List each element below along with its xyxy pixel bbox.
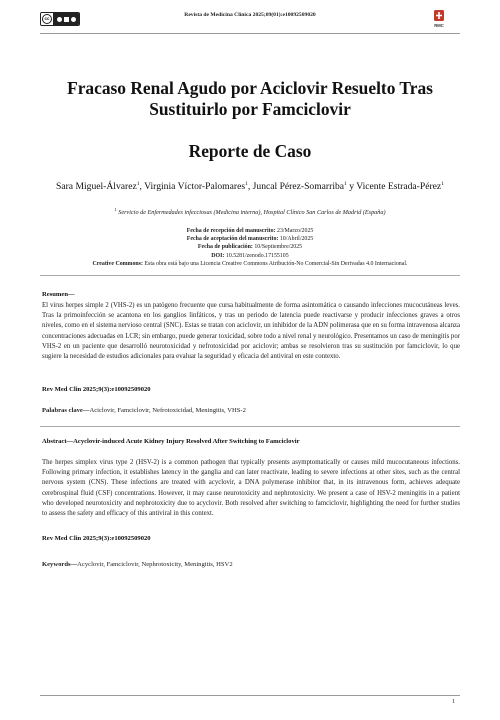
published-date: Fecha de publicación: 10/Septiembre/2025: [197, 244, 303, 251]
paper-type: Reporte de Caso: [188, 141, 312, 161]
affiliation: $^1$ Servicio de Enfermedades infecciosas (Medicina interna), Hospital Clínico San Carlos de Madrid (España): [114, 207, 386, 217]
footer-rule: [40, 695, 460, 696]
author: Juncal Pérez-Somarriba$^1$ y: [252, 181, 357, 193]
author-list: [20, 181, 480, 192]
divider: [40, 426, 460, 427]
palabras-clave: Palabras clave—Aciclovir, Famciclovir, Nefrotoxicidad, Meningitis, VHS-2: [42, 407, 246, 414]
author: Sara Miguel-Álvarez$^1$,: [56, 181, 145, 193]
resumen-heading: Resumen—: [42, 291, 75, 298]
accepted-date: Fecha de aceptación del manuscrito: 10/Abril/2025: [186, 236, 314, 243]
keywords: Keywords—Acyclovir, Famciclovir, Nephrotoxicity, Meningitis, HSV2: [42, 561, 233, 568]
author: Virginia Víctor-Palomares$^1$,: [144, 181, 253, 193]
abstract-citation: Rev Med Clin 2025;9(3):e10092509020: [42, 535, 151, 542]
creative-commons-note: Creative Commons: Esta obra está bajo una Licencia Creative Commons Atribución-No Comercial-Sin Derivadas 4.0 Internacional.: [92, 260, 408, 267]
journal-logo: [424, 8, 454, 30]
resumen-text: El virus herpes simple 2 (VHS-2) es un patógeno frecuente que cursa habitualmente de forma asintomática o causando infecciones mucocutáneas leves. Tras la primoinfección se acantona en los ganglios linfáticos, y tras un periodo de latencia puede reactivarse y producir infecciones graves a otros niveles, como en el sistema nervioso central (SNC). Estas se tratan con aciclovir, un inhibidor de la ADN polimerasa que en su forma intravenosa alcanza concentraciones adecuadas en LCR; sin embargo, puede generar toxicidad, sobre todo a nivel renal y neurológico. Presentamos un caso de meningitis por VHS-2 en un paciente que desarrolló neurotoxicidad y nefrotoxicidad por aciclovir; ambas se resolvieron tras su sustitución por famciclovir, lo que sugiere la necesidad de estudios adicionales para evaluar la seguridad y eficacia del antiviral en este contexto.: [42, 302, 460, 361]
received-date: Fecha de recepción del manuscrito: 23/Marzo/2025: [186, 228, 314, 234]
journal-header: Revista de Medicina Clínica 2025;09(01):e10092509020: [184, 12, 316, 18]
divider: [40, 275, 460, 276]
abstract-heading: Abstract—Acyclovir-induced Acute Kidney Injury Resolved After Switching to Famciclovir: [42, 438, 300, 445]
logo-text: RMC: [434, 23, 444, 28]
abstract-text: The herpes simplex virus type 2 (HSV-2) is a common pathogen that typically presents asymptomatically or causes mild mucocutaneous infections. Following primary infection, it establishes latency in the ganglia and can later reactivate, leading to severe infections at other sites, such as the central nervous system (CNS). These infections are treated with acyclovir, a DNA polymerase inhibitor that, in its intravenous form, achieves adequate cerebrospinal fluid (CSF) concentrations. However, it may cause neurotoxicity and nephrotoxicity. We present a case of HSV-2 meningitis in a patient who developed neurotoxicity and nephrotoxicity due to acyclovir. Both resolved after switching to famciclovir, highlighting the need for further studies to assess the safety and efficacy of this antiviral in this context.: [42, 459, 460, 518]
publication-metadata: [40, 227, 460, 268]
author: Vicente Estrada-Pérez$^1$: [356, 181, 444, 193]
doi[interactable]: DOI: 10.5281/zenodo.17155105: [211, 252, 289, 259]
paper-title: Fracaso Renal Agudo por Aciclovir Resuelto Tras Sustituirlo por Famciclovir: [67, 78, 433, 119]
resumen-citation: Rev Med Clin 2025;9(3):e10092509020: [42, 386, 151, 393]
page-number: 1: [452, 699, 455, 705]
cc-logo-text: cc: [42, 14, 52, 24]
header-rule: [40, 33, 460, 34]
